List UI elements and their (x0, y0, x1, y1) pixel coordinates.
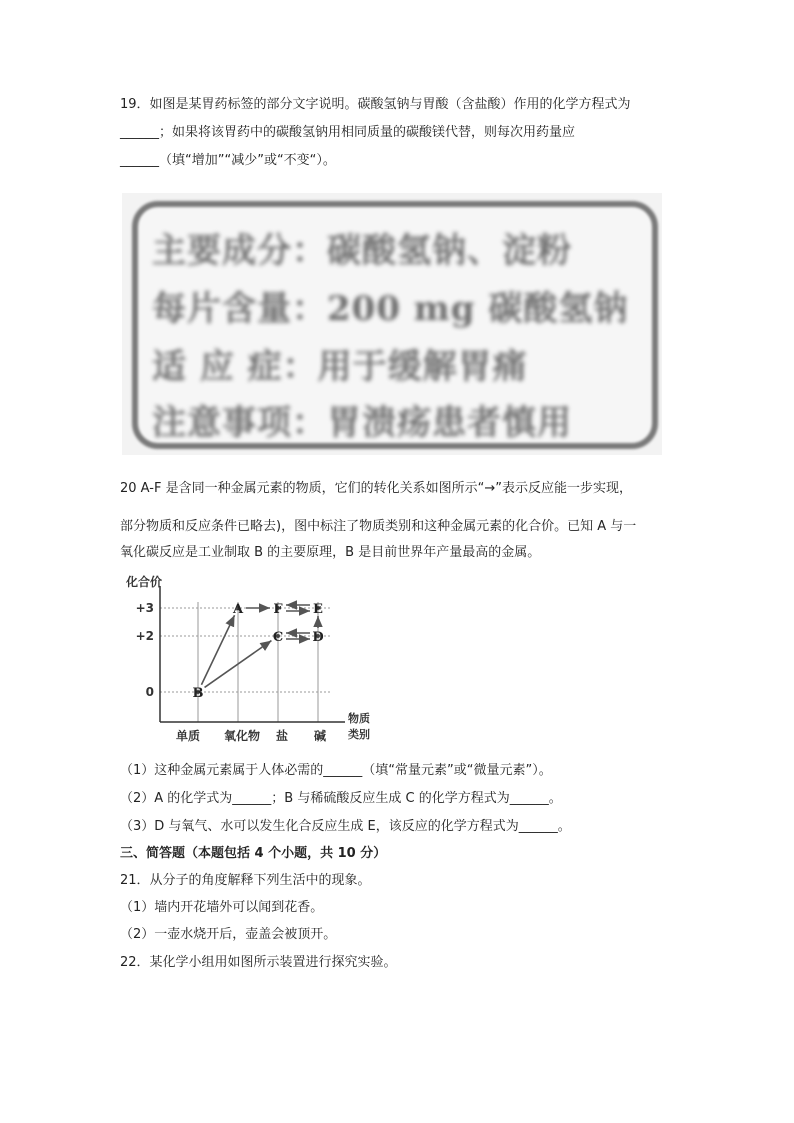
q21-sub-1: （1）墙内开花墙外可以闻到花香。 (120, 900, 324, 915)
label-row-ingredients: 主要成分：碳酸氢钠、淀粉 (152, 231, 572, 271)
label-row-indication: 适 应 症：用于缓解胃痛 (152, 347, 528, 387)
y-tick-label: +3 (135, 601, 154, 615)
valence-category-chart (120, 572, 370, 752)
section-heading: 三、简答题（本题包括 4 个小题，共 10 分） (120, 846, 387, 861)
q20-sub-3: （3）D 与氧气、水可以发生化合反应生成 E，该反应的化学方程式为______。 (120, 819, 571, 834)
q20-line-1: 20 A-F 是含同一种金属元素的物质，它们的转化关系如图所示“→”表示反应能一步实现， (120, 481, 632, 496)
point-label-E: E (313, 602, 323, 617)
medicine-label-image (122, 193, 662, 455)
x-tick-label: 氧化物 (223, 729, 261, 743)
q20-sub-2: （2）A 的化学式为______；B 与稀硫酸反应生成 C 的化学方程式为______。 (120, 791, 562, 806)
q21-sub-2: （2）一壶水烧开后，壶盖会被顶开。 (120, 927, 337, 942)
label-row-content: 每片含量：200 mg 碳酸氢钠 (152, 289, 629, 329)
x-tick-label: 碱 (313, 729, 327, 743)
x-tick-label: 单质 (175, 729, 201, 743)
x-axis-label-line1: 物质 (348, 712, 370, 725)
q21-line: 21．从分子的角度解释下列生活中的现象。 (120, 873, 371, 888)
q20-line-3: 氧化碳反应是工业制取 B 的主要原理，B 是目前世界年产量最高的金属。 (120, 545, 541, 560)
x-tick-label: 盐 (275, 729, 289, 743)
q22-line: 22．某化学小组用如图所示装置进行探究实验。 (120, 955, 397, 970)
q20-line-2: 部分物质和反应条件已略去)，图中标注了物质类别和这种金属元素的化合价。已知 A 与一 (120, 519, 637, 534)
q19-line-2: ______；如果将该胃药中的碳酸氢钠用相同质量的碳酸镁代替，则每次用药量应 (120, 125, 576, 140)
label-row-precaution: 注意事项：胃溃疡患者慎用 (152, 403, 572, 443)
y-tick-label: 0 (145, 685, 154, 699)
y-axis-label: 化合价 (126, 575, 163, 589)
arrow-B-A (201, 615, 234, 685)
q19-line-1: 19．如图是某胃药标签的部分文字说明。碳酸氢钠与胃酸（含盐酸）作用的化学方程式为 (120, 97, 631, 112)
q20-sub-1: （1）这种金属元素属于人体必需的______（填“常量元素”或“微量元素”）。 (120, 763, 552, 778)
q19-line-3: ______（填“增加”“减少”或“不变“）。 (120, 153, 336, 168)
x-axis-label-line2: 类别 (348, 728, 370, 741)
point-label-F: F (273, 602, 283, 617)
point-label-B: B (192, 686, 204, 701)
point-label-C: C (272, 630, 284, 645)
chart-svg (120, 572, 370, 752)
y-tick-label: +2 (135, 629, 154, 643)
point-label-D: D (312, 630, 324, 645)
point-label-A: A (232, 602, 244, 617)
